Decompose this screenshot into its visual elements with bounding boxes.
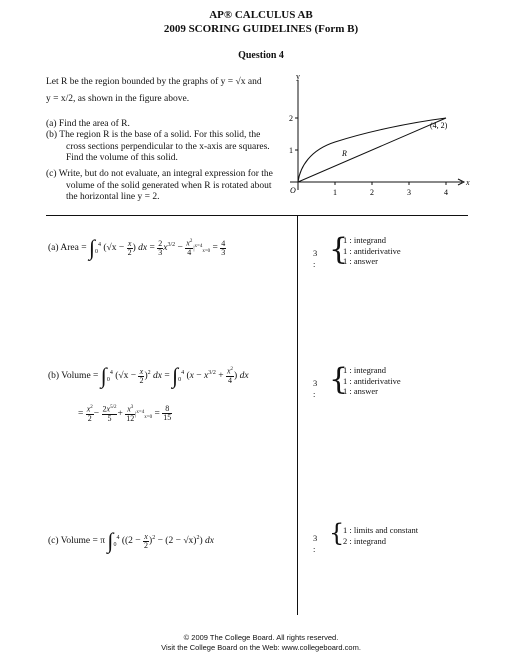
part-c-text-2: volume of the solid generated when R is rotated about (66, 180, 272, 191)
intro-line-2: y = x/2, as shown in the figure above. (46, 94, 190, 105)
origin-label: O (290, 186, 296, 195)
solution-c-label: (c) Volume = π (48, 536, 106, 547)
part-b-text-1: (b) The region R is the base of a solid. For this solid, the (46, 130, 261, 141)
part-b-text-2: cross sections perpendicular to the x-axis are squares. (66, 141, 270, 152)
solution-b-label: (b) Volume = (48, 371, 99, 382)
rubric-b-item: 1 : integrand (343, 365, 386, 375)
rubric-a-item: 1 : integrand (343, 235, 386, 245)
x-tick-2: 2 (370, 188, 374, 197)
part-c-text-1: (c) Write, but do not evaluate, an integral expression for the (46, 169, 273, 180)
rubric-c-item: 2 : integrand (343, 535, 386, 546)
region-figure (280, 72, 470, 204)
region-label: R (342, 149, 347, 158)
x-axis-label: x (466, 178, 470, 187)
rubric-a-points: 3 : (313, 248, 318, 269)
solution-b-step: = $\frac{x^2}{2}$ − $\frac{2x^{5/2}}{5}$ + $\frac{x^3}{12}$ $|^{x=4}_{x=0}$ = $\frac{8}{15}$ (78, 404, 172, 423)
rubric-b-points: 3 : (313, 378, 318, 399)
rubric-b-item: 1 : antiderivative (343, 375, 401, 386)
rubric-a-item: 1 : antiderivative (343, 245, 401, 256)
rubric-a-item: 1 : answer (343, 256, 378, 267)
line-curve (298, 118, 446, 182)
divider-vertical (297, 215, 298, 615)
y-tick-1: 1 (289, 146, 293, 155)
solution-b: (b) Volume = $\int_0^4$ (√x − $\frac{x}{2}$ )$^2$ dx = $\int_0^4$ ($x - x^{3/2}$ + $\frac{x^2}{4}$ ) dx (48, 363, 249, 388)
y-tick-2: 2 (289, 114, 293, 123)
footer (0, 633, 522, 653)
x-tick-1: 1 (333, 188, 337, 197)
footer-copyright: © 2009 The College Board. All rights reserved. (183, 633, 339, 642)
part-a-text: (a) Find the area of R. (46, 118, 130, 129)
rubric-b-item: 1 : answer (343, 386, 378, 397)
x-tick-4: 4 (444, 188, 448, 197)
question-title: Question 4 (238, 50, 284, 61)
solution-a-label: (a) Area = (48, 243, 87, 254)
intro-line-1: Let R be the region bounded by the graphs of y = √x and (46, 77, 262, 87)
solution-b-result: $\frac{8}{15}$ (163, 404, 172, 423)
solution-c: (c) Volume = π $\int_0^4$ ((2 − $\frac{x}{2}$ )$^2 - (2 - √x)^2$) dx (48, 528, 214, 553)
rubric-c-points: 3 : (313, 533, 318, 554)
part-b-text-3: Find the volume of this solid. (66, 152, 178, 163)
footer-website[interactable]: Visit the College Board on the Web: www.collegeboard.com. (161, 643, 361, 653)
part-c-text-3: the horizontal line y = 2. (66, 192, 160, 203)
solution-a-result: $\frac{4}{3}$ (221, 238, 226, 257)
divider-horizontal (46, 215, 468, 216)
x-tick-3: 3 (407, 188, 411, 197)
header-subtitle: 2009 SCORING GUIDELINES (Form B) (163, 23, 359, 35)
problem-statement (46, 77, 286, 204)
solution-a: (a) Area = $\int_0^4$ (√x − $\frac{x}{2}$ ) dx = $\frac{2}{3}$ $x^{3/2}$ − $\frac{x^2}{4}$ $|^{x=4}_{x=0}$ = $\frac{4}{3}$ (48, 235, 226, 260)
y-axis-label: y (296, 72, 300, 81)
header-title: AP® CALCULUS AB (209, 9, 313, 21)
point-label: (4, 2) (430, 121, 448, 130)
rubric-c-item: 1 : limits and constant (343, 525, 419, 535)
